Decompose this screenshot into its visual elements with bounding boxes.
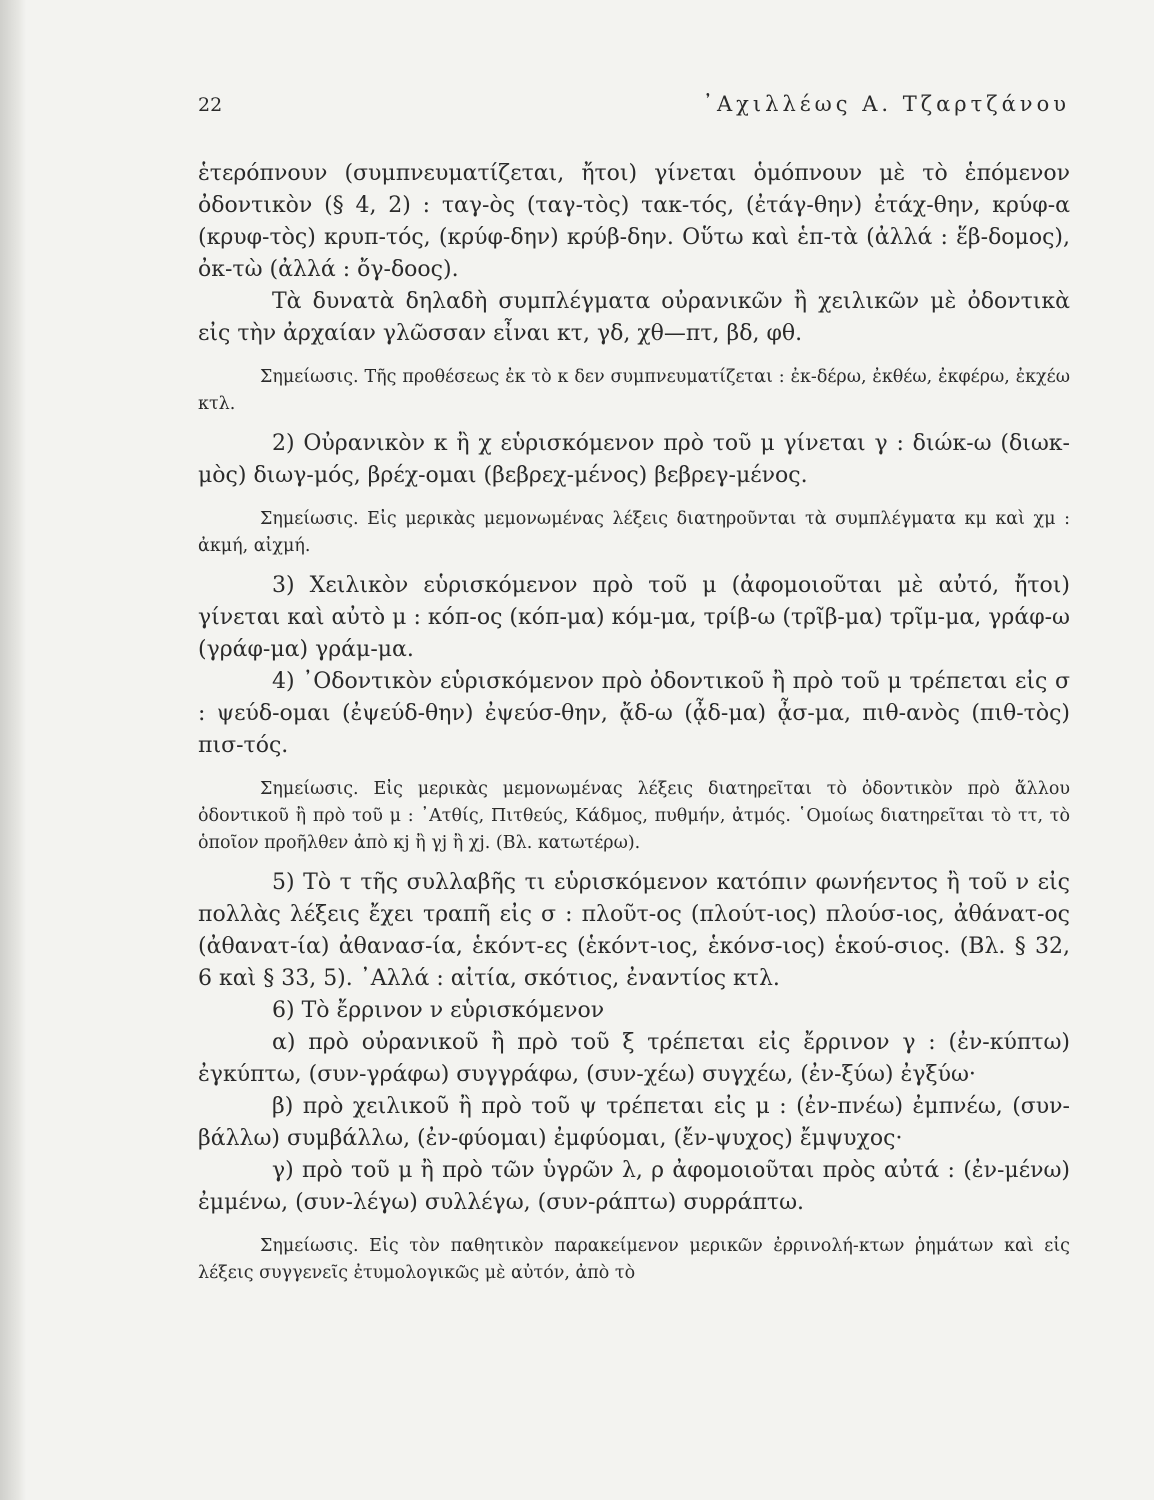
- note-2: Σημείωσις. Εἰς μερικὰς μεμονωμένας λέξεις διατηροῦνται τὰ συμπλέγματα κμ καὶ χμ : ἀκμή, αἰχμή.: [198, 509, 1070, 556]
- paragraph-rule-6c: γ) πρὸ τοῦ μ ἢ πρὸ τῶν ὑγρῶν λ, ρ ἀφομοιοῦται πρὸς αὐτά : (ἐν-μένω) ἐμμένω, (συν-λέγω) συλλέγω, (συν-ράπτω) συρράπτω.: [198, 1158, 1070, 1215]
- paragraph-rule-4: 4) ᾿Οδοντικὸν εὑρισκόμενον πρὸ ὀδοντικοῦ ἢ πρὸ τοῦ μ τρέπεται εἰς σ : ψεύδ-ομαι (ἐψεύδ-θην) ἐψεύσ-θην, ᾄδ-ω (ᾆδ-μα) ᾆσ-μα, πιθ-ανὸς (πιθ-τὸς) πισ-τός.: [198, 669, 1070, 758]
- note-4: Σημείωσις. Εἰς τὸν παθητικὸν παρακείμενον μερικῶν ἐρρινολή-κτων ῥημάτων καὶ εἰς λέξεις συγγενεῖς ἐτυμολογικῶς μὲ αὐτόν, ἀπὸ τὸ: [198, 1236, 1070, 1283]
- paragraph-rule-2: 2) Οὐρανικὸν κ ἢ χ εὑρισκόμενον πρὸ τοῦ μ γίνεται γ : διώκ-ω (διωκ-μὸς) διωγ-μός, βρέχ-ομαι (βεβρεχ-μένος) βεβρεγ-μένος.: [198, 431, 1070, 488]
- paragraph-1: ἑτερόπνουν (συμπνευματίζεται, ἤτοι) γίνεται ὁμόπνουν μὲ τὸ ἑπόμενον ὀδοντικὸν (§ 4, 2) : ταγ-ὸς (ταγ-τὸς) τακ-τός, (ἐτάγ-θην) ἐτάχ-θην, κρύφ-α (κρυφ-τὸς) κρυπ-τός, (κρύφ-δην) κρύβ-δην. Οὕτω καὶ ἑπ-τὰ (ἀλλά : ἕβ-δομος), ὀκ-τὼ (ἀλλά : ὄγ-δοος).: [198, 161, 1070, 282]
- page-number: 22: [198, 94, 223, 116]
- running-title: ᾿Αχιλλέως Α. Τζαρτζάνου: [702, 92, 1070, 116]
- paragraph-rule-3: 3) Χειλικὸν εὑρισκόμενον πρὸ τοῦ μ (ἀφομοιοῦται μὲ αὐτό, ἤτοι) γίνεται καὶ αὐτὸ μ : κόπ-ος (κόπ-μα) κόμ-μα, τρίβ-ω (τρῖβ-μα) τρῖμ-μα, γράφ-ω (γράφ-μα) γράμ-μα.: [198, 573, 1070, 662]
- paragraph-rule-6: 6) Τὸ ἔρρινον ν εὑρισκόμενον: [272, 998, 605, 1023]
- page-binding-edge: [0, 0, 26, 1500]
- paragraph-rule-5: 5) Τὸ τ τῆς συλλαβῆς τι εὑρισκόμενον κατόπιν φωνήεντος ἢ τοῦ ν εἰς πολλὰς λέξεις ἔχει τραπῆ εἰς σ : πλοῦτ-ος (πλούτ-ιος) πλούσ-ιος, ἀθάνατ-ος (ἀθανατ-ία) ἀθανασ-ία, ἑκόντ-ες (ἑκόντ-ιος, ἑκόνσ-ιος) ἑκού-σιος. (Βλ. § 32, 6 καὶ § 33, 5). ᾿Αλλά : αἰτία, σκότιος, ἐναντίος κτλ.: [198, 870, 1070, 991]
- book-page: [198, 92, 1070, 1297]
- note-1: Σημείωσις. Τῆς προθέσεως ἐκ τὸ κ δεν συμπνευματίζεται : ἐκ-δέρω, ἐκθέω, ἐκφέρω, ἐκχέω κτλ.: [198, 367, 1070, 414]
- note-3: Σημείωσις. Εἰς μερικὰς μεμονωμένας λέξεις διατηρεῖται τὸ ὀδοντικὸν πρὸ ἄλλου ὀδοντικοῦ ἢ πρὸ τοῦ μ : ᾿Ατθίς, Πιτθεύς, Κάδμος, πυθμήν, ἀτμός. ῾Ομοίως διατηρεῖται τὸ ττ, τὸ ὁποῖον προῆλθεν ἀπὸ κj ἢ γj ἢ χj. (Βλ. κατωτέρω).: [198, 779, 1070, 853]
- paragraph-rule-6b: β) πρὸ χειλικοῦ ἢ πρὸ τοῦ ψ τρέπεται εἰς μ : (ἐν-πνέω) ἐμπνέω, (συν-βάλλω) συμβάλλω, (ἐν-φύομαι) ἐμφύομαι, (ἔν-ψυχος) ἔμψυχος·: [198, 1094, 1070, 1151]
- paragraph-2: Τὰ δυνατὰ δηλαδὴ συμπλέγματα οὐρανικῶν ἢ χειλικῶν μὲ ὀδοντικὰ εἰς τὴν ἀρχαίαν γλῶσσαν εἶναι κτ, γδ, χθ—πτ, βδ, φθ.: [198, 289, 1070, 346]
- running-header: [198, 92, 1070, 116]
- paragraph-rule-6a: α) πρὸ οὐρανικοῦ ἢ πρὸ τοῦ ξ τρέπεται εἰς ἔρρινον γ : (ἐν-κύπτω) ἐγκύπτω, (συν-γράφω) συγγράφω, (συν-χέω) συγχέω, (ἐν-ξύω) ἐγξύω·: [198, 1030, 1070, 1087]
